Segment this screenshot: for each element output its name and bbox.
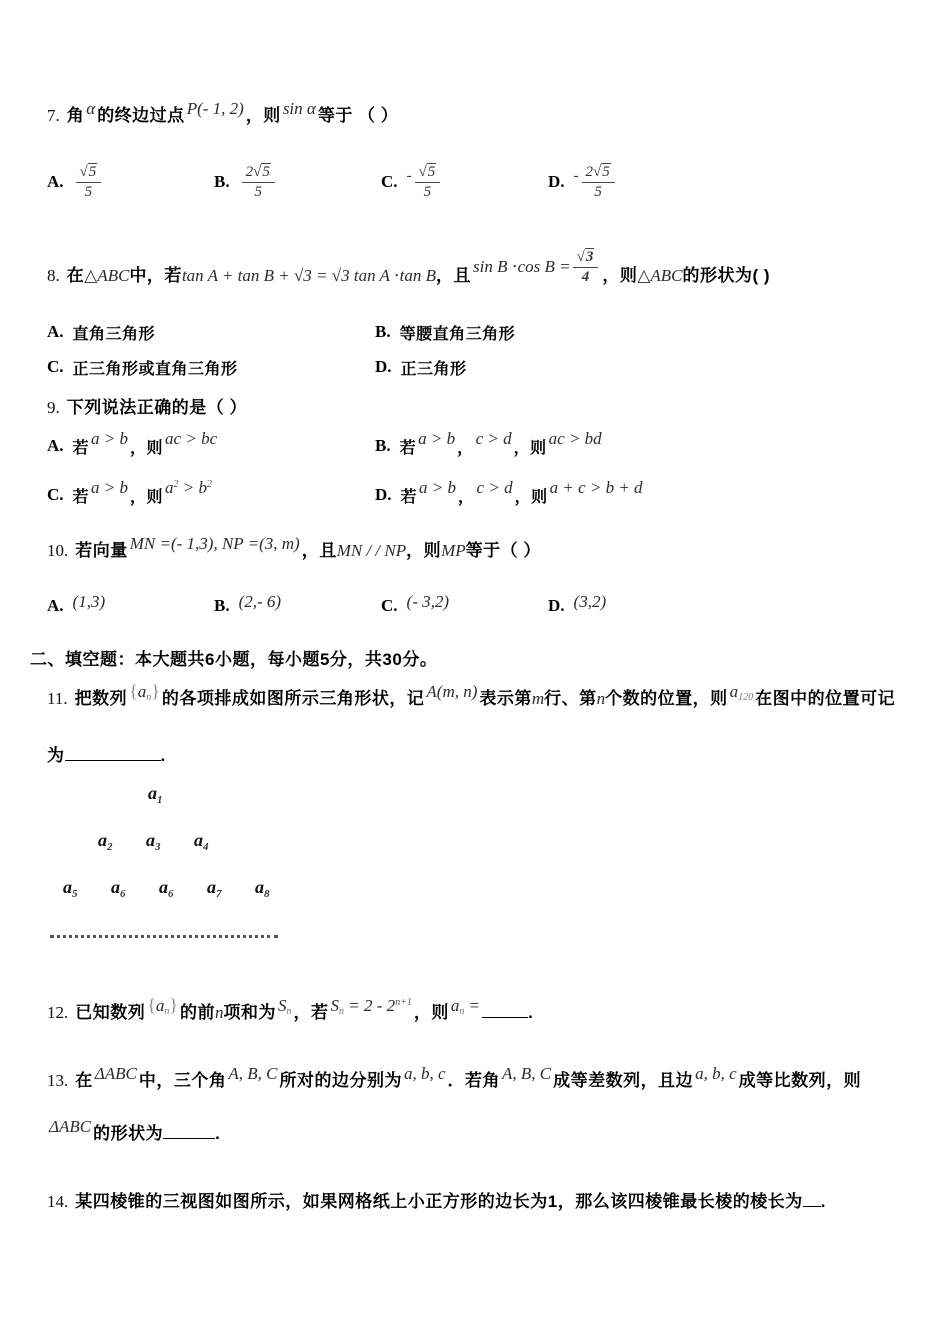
option-label: D. [548,595,565,615]
text-run: 角 [66,106,85,125]
coefficient: 2 [245,164,254,180]
triangle-cell [194,830,242,854]
text-run: 若 [72,488,90,506]
math-run: a > b [418,429,456,449]
math-run: ac > bc [165,429,218,449]
math-sinb-cosb [471,239,602,295]
superscript: 2 [207,479,213,491]
text-run: 成等差数列，且边 [553,1070,694,1090]
option-a [47,429,375,458]
subscript: n [459,1005,465,1017]
text-run: ，则 [513,439,547,457]
term-subscript: 1 [157,793,163,806]
question-8-options [47,321,950,379]
text-run: 下列说法正确的是（ ） [66,397,247,417]
fraction-numerator [582,163,615,182]
text-run: ， [458,488,475,506]
question-9-stem [47,393,920,423]
question-10-stem [47,531,920,571]
question-11-stem [47,678,920,725]
text-run: 在 [75,1070,93,1090]
option-c [381,163,548,201]
triangle-figure [0,783,950,938]
math-sides: a, b, c [403,1063,446,1083]
option-label: C. [381,595,398,615]
option-math: (- 3,2) [406,591,450,611]
fraction [76,163,102,201]
text-run: 表示第 [479,688,532,708]
fraction-denominator: 5 [76,182,102,201]
term-base: a [63,876,72,897]
option-math: (1,3) [72,591,106,611]
question-9-options-row2 [47,478,950,507]
question-7-stem [47,96,920,136]
triangle-cell [255,877,303,901]
brace-open: { [129,680,138,701]
question-14 [0,1187,950,1217]
blank-line [803,1191,821,1207]
math-mp: MP [441,540,466,560]
text-run: 在图中的位置可记 [755,688,896,708]
term-subscript: 8 [264,887,270,900]
blank-line [163,1123,215,1139]
option-c [47,478,375,507]
question-number: 7. [47,106,60,125]
fraction-denominator: 5 [582,182,615,201]
math-an-equals [449,996,482,1015]
fraction-denominator: 4 [573,267,599,286]
term-subscript: 6 [168,887,174,900]
sqrt-icon: √ [79,164,88,180]
option-label: D. [548,172,565,191]
term-subscript: 7 [216,887,222,900]
term-subscript: 4 [203,840,209,853]
option-text: 正三角形 [400,360,467,378]
option-b [375,321,950,344]
fraction-numerator [76,163,102,182]
math-angles: A, B, C [228,1063,278,1083]
option-a [47,163,214,201]
option-label: A. [47,436,64,456]
term-subscript: 2 [107,840,113,853]
subscript: n [146,691,152,703]
text-run: 为 [47,745,65,765]
math-squared-inequality [163,478,214,498]
option-text: 直角三角形 [72,325,156,343]
triangle-cell [63,877,111,901]
text-run: 的形状为( ) [682,266,771,285]
subscript: 120 [738,691,754,703]
option-b [214,163,381,201]
math-sin-alpha: sin α [282,99,316,118]
question-number: 10. [47,540,69,560]
text-run: 在 [66,266,85,285]
math-triangle-abc: △ABC [637,266,683,285]
text-run: . [160,745,166,765]
math-run: a [450,995,460,1015]
option-label: B. [214,172,230,191]
math-triangle-abc: ΔABC [49,1116,92,1136]
triangle-row-2 [0,830,950,854]
text-run: . [820,1191,826,1211]
question-14-stem [47,1187,920,1217]
question-number: 14. [47,1191,69,1211]
option-c [47,356,375,379]
sqrt-icon: √ [593,164,602,180]
text-run: ，且 [436,266,472,285]
text-run: 的各项排成如图所示三角形状，记 [161,688,425,708]
fraction-denominator: 5 [415,182,441,201]
sqrt-icon: √ [418,164,427,180]
term-base: a [159,876,168,897]
option-c [381,591,548,616]
text-run: 个数的位置，则 [605,688,728,708]
text-run: 成等比数列，则 [738,1070,862,1090]
text-run: ，则 [514,488,548,506]
math-sn [276,996,294,1015]
radicand: 5 [602,164,610,180]
blank-line [482,1002,528,1018]
question-11 [0,678,950,938]
math-run: c > d [475,429,512,449]
brace-close: } [151,680,160,701]
math-n: n [215,1002,224,1022]
math-angles: A, B, C [502,1063,552,1083]
math-tan-identity: tan A + tan B + √3 = √3 tan A ⋅tan B [181,266,437,285]
math-run: a > b [91,429,129,449]
option-math: (3,2) [573,591,607,611]
text-run: 中，若 [129,266,182,285]
option-label: C. [47,357,64,377]
option-b [375,429,950,458]
math-run: a [165,478,174,498]
text-run: ，则 [406,540,442,560]
text-run: 项和为 [223,1002,277,1022]
math-parallel: MN / / NP [336,540,407,560]
radicand: 3 [585,249,594,266]
question-13-blank-line [47,1116,920,1149]
triangle-cell [98,830,146,854]
subscript: n [164,1005,170,1017]
option-b [214,591,381,616]
term-base: a [207,876,216,897]
text-run: 已知数列 [75,1002,146,1022]
question-8 [0,248,950,379]
term-base: a [98,829,107,850]
question-12-stem [47,990,920,1039]
text-run: 的形状为 [93,1123,164,1143]
sqrt-icon: √ [253,164,262,180]
math-run: S [330,995,340,1015]
math-run: > b [178,478,208,498]
option-label: C. [47,485,64,505]
option-label: C. [381,172,398,191]
fraction [573,248,599,286]
option-label: A. [47,322,64,342]
fraction-numerator [573,248,599,267]
text-run: 若 [399,439,417,457]
text-run: 若 [72,439,90,457]
question-13 [0,1061,950,1149]
term-base: a [146,829,155,850]
triangle-row-1 [0,783,950,807]
radicand: 5 [262,164,270,180]
question-9-options-row1 [47,429,950,458]
text-run: 若向量 [75,540,128,560]
option-label: A. [47,172,64,191]
math-run: S [278,995,287,1015]
fraction-numerator [242,163,275,182]
triangle-row-3 [0,877,950,901]
math-run: = 2 - 2 [344,995,396,1015]
text-run: 的前 [180,1002,216,1022]
math-run: a > b [91,478,129,498]
triangle-cell [111,877,159,901]
brace-close: } [169,994,179,1015]
fraction [415,163,441,201]
math-a120 [728,682,756,701]
text-run: ，且 [301,540,337,560]
text-run: 所对的边分别为 [279,1070,402,1090]
math-run: ac > bd [548,429,602,449]
term-subscript: 5 [72,887,78,900]
question-7-options [47,158,950,206]
subscript: n [286,1005,292,1017]
question-number: 11. [47,688,68,708]
text-run: 行、第 [544,688,597,708]
triangle-cell [148,783,196,807]
option-a [47,591,214,616]
option-label: D. [375,485,392,505]
option-d [548,591,715,616]
math-run: c > d [476,478,513,498]
text-run: . [215,1123,221,1143]
term-base: a [255,876,264,897]
term-base: a [111,876,120,897]
text-run: ，则 [130,488,164,506]
math-sn-formula [329,996,414,1015]
math-run: a [155,995,165,1015]
math-sequence-an [127,682,162,701]
option-label: D. [375,357,392,377]
math-triangle-abc: △ABC [84,266,130,285]
math-triangle-abc: ΔABC [94,1063,137,1083]
question-9 [0,393,950,507]
text-run: 中，三个角 [138,1070,227,1090]
math-alpha: α [86,99,96,118]
option-text: 正三角形或直角三角形 [72,360,238,378]
math-run: = [464,995,481,1015]
text-run: 某四棱锥的三视图如图所示，如果网格纸上小正方形的边长为1，那么该四棱锥最长棱的棱长为 [75,1191,803,1211]
text-run: 把数列 [74,688,128,708]
math-position-amn: A(m, n) [426,681,478,701]
question-12 [0,990,950,1039]
math-m: m [531,688,545,708]
math-run: a [137,681,147,701]
math-prefix: sin B ⋅cos B = [473,256,571,276]
text-run: ， [457,439,474,457]
section-2-header: 二、填空题：本大题共6小题，每小题5分，共30分。 [30,649,438,669]
option-label: A. [47,595,64,615]
math-sides: a, b, c [695,1063,737,1083]
option-d [375,478,950,507]
question-10 [0,531,950,623]
text-run: . [528,1002,534,1022]
math-run: a > b [419,478,457,498]
question-number: 12. [47,1002,69,1022]
option-label: B. [375,436,391,456]
option-label: B. [375,322,391,342]
text-run: ，则 [413,1002,449,1022]
triangle-cell [159,877,207,901]
question-number: 9. [47,397,60,417]
fraction-numerator [415,163,441,182]
fraction [242,163,275,201]
radicand: 5 [427,164,436,180]
option-label: B. [214,595,230,615]
triangle-cell [146,830,194,854]
option-math: (2,- 6) [238,591,282,611]
ellipsis-dots [50,929,278,938]
question-8-stem [47,248,920,305]
question-number: 13. [47,1070,69,1090]
math-run: a + c > b + d [549,478,643,498]
coefficient: 2 [585,164,594,180]
math-run: a [729,681,739,701]
sqrt-icon: √ [576,249,585,266]
question-13-stem [47,1061,920,1101]
minus-sign: - [573,167,579,184]
question-7 [0,96,950,206]
text-run: ，则 [245,106,281,125]
text-run: ，则 [130,439,164,457]
option-text: 等腰直角三角形 [399,325,516,343]
text-run: ．若角 [447,1070,500,1090]
option-a [47,321,375,344]
text-run: ，则 [602,266,638,285]
math-point-p: P(- 1, 2) [186,99,244,118]
superscript: 2 [173,479,179,491]
math-n: n [596,688,606,708]
question-11-blank-line [47,741,920,771]
text-run: 等于（ ） [465,540,541,560]
fraction-denominator: 5 [242,182,275,201]
term-base: a [148,782,157,803]
math-vectors: MN =(- 1,3), NP =(3, m) [129,533,300,553]
brace-open: { [147,994,156,1015]
question-number: 8. [47,266,60,285]
blank-line [65,745,161,761]
question-10-options [47,589,950,623]
radicand: 5 [88,164,97,180]
term-base: a [194,829,203,850]
math-sequence-an [145,996,180,1015]
term-subscript: 6 [120,887,126,900]
option-d [375,356,950,379]
superscript: n+1 [395,996,412,1008]
term-subscript: 3 [155,840,161,853]
text-run: 等于 （ ） [317,106,399,125]
text-run: 若 [400,488,418,506]
text-run: ，若 [293,1002,329,1022]
option-d [548,163,715,201]
subscript: n [339,1005,345,1017]
fraction [582,163,615,201]
minus-sign: - [406,167,412,184]
triangle-cell [207,877,255,901]
text-run: 的终边过点 [97,106,185,125]
